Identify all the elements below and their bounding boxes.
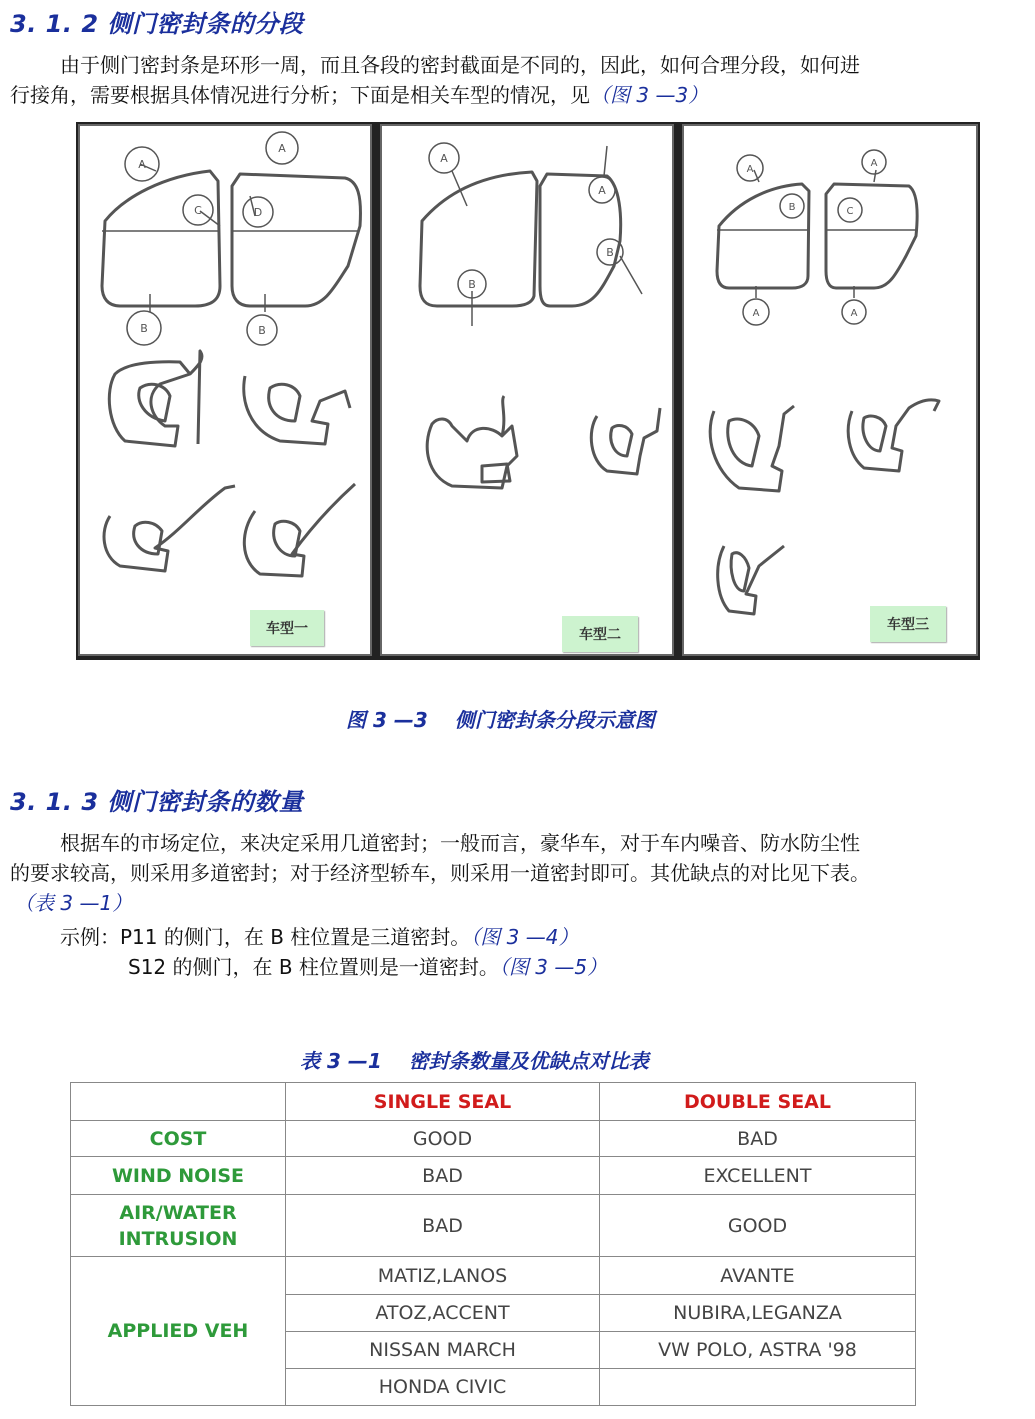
cell-applied-single-3: NISSAN MARCH [286,1332,600,1369]
cell-cost-double: BAD [600,1121,916,1157]
section-heading-3-1-2: 3. 1. 2 侧门密封条的分段 [10,10,304,38]
tag-b: B [788,202,796,213]
tag-a-1: A [746,164,754,175]
cell-air-water-single: BAD [286,1195,600,1257]
table-caption: 表 3 —1 密封条数量及优缺点对比表 [300,1049,649,1073]
section1-paragraph-text: 行接角，需要根据具体情况进行分析；下面是相关车型的情况，见 [10,83,590,107]
door-seal-sketch-1 [80,126,370,654]
row-label-air-water-intrusion: AIR/WATER INTRUSION [71,1195,286,1257]
figure-caption: 图 3 —3 侧门密封条分段示意图 [346,708,655,732]
example-line-2-text: S12 的侧门，在 B 柱位置则是一道密封。 [128,955,499,979]
cell-applied-double-1: AVANTE [600,1257,916,1295]
cell-wind-noise-single: BAD [286,1157,600,1195]
row-label-applied-veh: APPLIED VEH [71,1257,286,1406]
example-line-1-text: 示例：P11 的侧门，在 B 柱位置是三道密封。 [60,925,471,949]
vehicle-label-1: 车型一 [250,610,324,646]
cell-applied-single-4: HONDA CIVIC [286,1369,600,1406]
table-ref-3-1[interactable]: （表 3 —1） [14,891,133,915]
door-seal-sketch-3 [684,126,976,654]
door-seal-sketch-2 [382,126,672,654]
table-row [71,1121,916,1157]
seal-comparison-table [70,1082,916,1406]
tag-c: C [194,204,202,217]
figure-panel-1 [78,124,372,656]
table-header-row [71,1083,916,1121]
tag-a-2: A [870,158,878,169]
section1-paragraph-line2 [10,80,1025,110]
col-header-single-seal: SINGLE SEAL [286,1083,600,1121]
cell-applied-double-3: VW POLO, ASTRA '98 [600,1332,916,1369]
tag-a-1: A [440,152,448,165]
example-line-2 [128,952,607,982]
cell-applied-double-4 [600,1369,916,1406]
tag-a-2: A [278,142,286,155]
tag-c: C [846,206,854,217]
section2-paragraph-line1: 根据车的市场定位，来决定采用几道密封；一般而言，豪华车，对于车内噪音、防水防尘性 [60,831,860,855]
figure-panel-3 [682,124,978,656]
section2-paragraph-line2: 的要求较高，则采用多道密封；对于经济型轿车，则采用一道密封即可。其优缺点的对比见下表。 [10,861,870,885]
tag-b-2: B [258,324,266,337]
row-label-cost: COST [71,1121,286,1157]
table-row [71,1195,916,1257]
cell-applied-double-2: NUBIRA,LEGANZA [600,1295,916,1332]
cell-wind-noise-double: EXCELLENT [600,1157,916,1195]
section-heading-3-1-3: 3. 1. 3 侧门密封条的数量 [10,788,304,816]
tag-a-2: A [598,184,606,197]
row-label-wind-noise: WIND NOISE [71,1157,286,1195]
figure-ref-3-3[interactable]: （图 3 —3） [590,83,709,107]
tag-a-4: A [850,308,858,319]
tag-a-3: A [752,308,760,319]
tag-b-2: B [606,246,614,259]
tag-b-1: B [140,322,148,335]
figure-panel-2 [380,124,674,656]
tag-d: D [253,206,263,219]
cell-air-water-double: GOOD [600,1195,916,1257]
section1-paragraph-line1: 由于侧门密封条是环形一周，而且各段的密封截面是不同的，因此，如何合理分段，如何进 [60,53,860,77]
tag-a-1: A [138,158,146,171]
tag-b-1: B [468,278,476,291]
cell-cost-single: GOOD [286,1121,600,1157]
table-row [71,1257,916,1295]
col-header-double-seal: DOUBLE SEAL [600,1083,916,1121]
table-row [71,1157,916,1195]
figure-ref-3-5[interactable]: （图 3 —5） [498,955,608,979]
example-line-1 [60,922,578,952]
vehicle-label-2: 车型二 [562,616,638,652]
figure-ref-3-4[interactable]: （图 3 —4） [470,925,579,949]
table-corner-cell [71,1083,286,1121]
vehicle-label-3: 车型三 [870,606,946,642]
cell-applied-single-2: ATOZ,ACCENT [286,1295,600,1332]
cell-applied-single-1: MATIZ,LANOS [286,1257,600,1295]
